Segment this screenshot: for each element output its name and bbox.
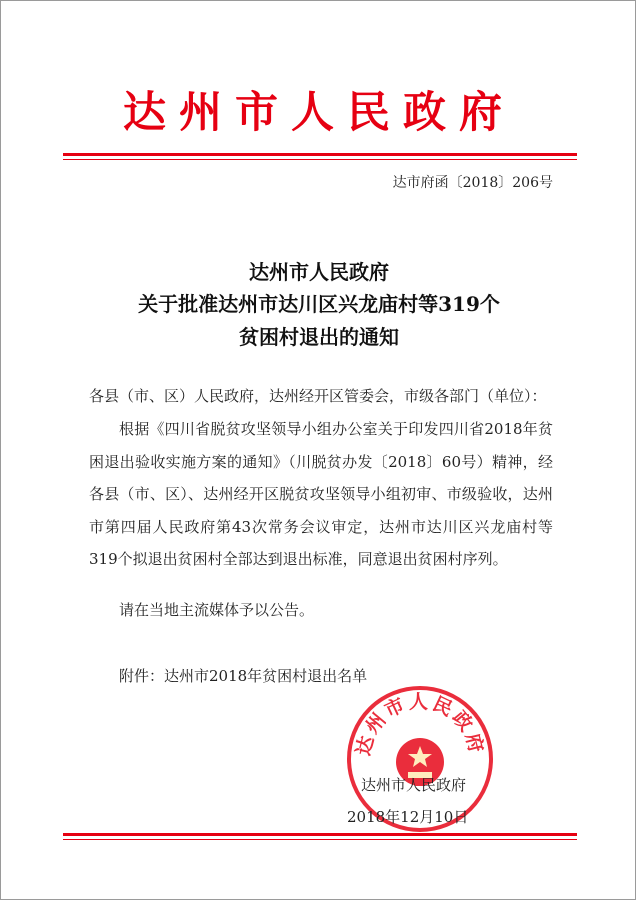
masthead-divider-thin — [63, 159, 577, 160]
masthead-title: 达州市人民政府 — [123, 88, 515, 138]
attachment-line: 附件：达州市2018年贫困村退出名单 — [119, 667, 368, 685]
footer-divider-thick — [63, 833, 577, 836]
addressee: 各县（市、区）人民政府，达州经开区管委会，市级各部门（单位）： — [89, 387, 547, 405]
title-line-2: 关于批准达州市达川区兴龙庙村等319个 — [138, 292, 500, 316]
body-paragraph: 根据《四川省脱贫攻坚领导小组办公室关于印发四川省2018年贫困退出验收实施方案的通知》（川脱贫办发〔2018〕60号）精神，经各县（市、区）、达州经开区脱贫攻坚领导小组初审、市级验收，达州市第四届人民政府第43次常务会议审定，达州市达川区兴龙庙村等319个拟退出贫困村全部达到退出标准，同意退出贫困村序列。 — [89, 420, 553, 568]
issue-date: 2018年12月10日 — [347, 808, 469, 826]
signer-name: 达州市人民政府 — [361, 776, 467, 794]
title-line-1: 达州市人民政府 — [249, 260, 389, 284]
title-line-3: 贫困村退出的通知 — [239, 325, 399, 349]
masthead-divider-thick — [63, 153, 577, 156]
notice-text: 请在当地主流媒体予以公告。 — [119, 601, 315, 619]
document-number: 达市府函〔2018〕206号 — [392, 175, 553, 191]
seal-text: 达州市人民政府 — [352, 691, 488, 758]
footer-divider-thin — [63, 839, 577, 840]
